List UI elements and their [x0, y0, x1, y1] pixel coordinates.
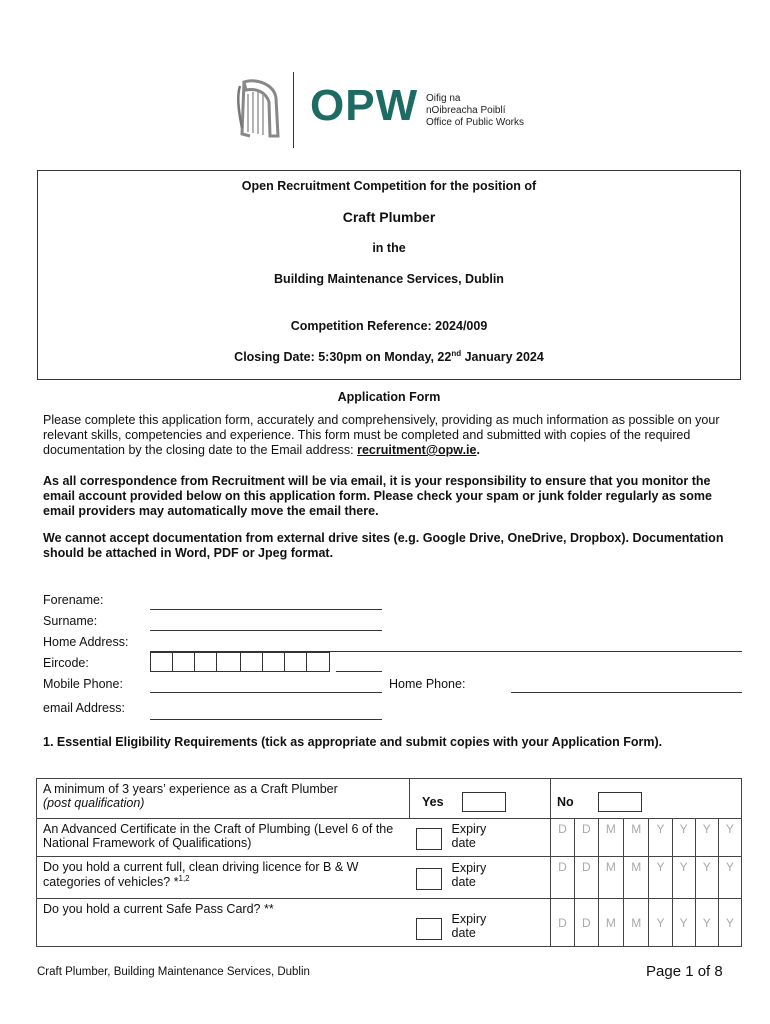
- mobile-phone-field[interactable]: [150, 692, 382, 693]
- opw-logo-subtitle: Oifig na nOibreacha Poiblí Office of Public Works: [426, 93, 524, 128]
- safe-pass-requirement: Do you hold a current Safe Pass Card? **: [37, 899, 410, 947]
- date-day-2[interactable]: D: [574, 899, 598, 947]
- yes-label: Yes: [422, 795, 444, 809]
- eircode-field[interactable]: [150, 652, 330, 672]
- table-row: [37, 857, 742, 899]
- date-year-1[interactable]: Y: [649, 899, 672, 947]
- date-year-2[interactable]: Y: [672, 857, 695, 899]
- date-day-1[interactable]: D: [551, 899, 575, 947]
- surname-field[interactable]: [150, 630, 382, 631]
- date-year-3[interactable]: Y: [695, 857, 718, 899]
- date-year-4[interactable]: Y: [718, 857, 741, 899]
- date-year-1[interactable]: Y: [649, 819, 672, 857]
- date-day-1[interactable]: D: [551, 857, 575, 899]
- certificate-checkbox[interactable]: [416, 828, 442, 850]
- home-address-label: Home Address:: [43, 635, 129, 649]
- table-row: [37, 819, 742, 857]
- expiry-date-label: Expiry date: [451, 861, 487, 889]
- driving-licence-checkbox[interactable]: [416, 868, 442, 890]
- date-day-1[interactable]: D: [551, 819, 575, 857]
- email-address-field[interactable]: [150, 719, 382, 720]
- documentation-notice: We cannot accept documentation from external drive sites (e.g. Google Drive, OneDrive, Dropbox). Documentation should be attached in Word, PDF or Jpeg format.: [43, 531, 724, 560]
- date-year-4[interactable]: Y: [718, 899, 741, 947]
- surname-label: Surname:: [43, 614, 98, 628]
- date-year-2[interactable]: Y: [672, 899, 695, 947]
- page-number: Page 1 of 8: [646, 963, 723, 980]
- mobile-phone-label: Mobile Phone:: [43, 677, 123, 691]
- forename-label: Forename:: [43, 593, 104, 607]
- footer-title: Craft Plumber, Building Maintenance Services, Dublin: [37, 966, 310, 978]
- driving-licence-requirement: Do you hold a current full, clean driving licence for B & W categories of vehicles? *$^{1,2}$: [37, 857, 410, 899]
- date-month-2[interactable]: M: [624, 819, 649, 857]
- eircode-label: Eircode:: [43, 656, 89, 670]
- in-the-text: in the: [372, 241, 406, 255]
- date-year-1[interactable]: Y: [649, 857, 672, 899]
- department-name: Building Maintenance Services, Dublin: [274, 272, 504, 286]
- safe-pass-checkbox[interactable]: [416, 918, 442, 940]
- form-title: Application Form: [337, 390, 441, 404]
- experience-requirement: A minimum of 3 years’ experience as a Craft Plumber (post qualification): [37, 779, 410, 819]
- date-day-2[interactable]: D: [574, 857, 598, 899]
- recruitment-email-link[interactable]: recruitment@opw.ie: [357, 443, 477, 457]
- eligibility-table: [36, 778, 742, 947]
- date-month-2[interactable]: M: [624, 899, 649, 947]
- table-row: [37, 899, 742, 947]
- section-1-title: 1. Essential Eligibility Requirements (tick as appropriate and submit copies with your Application Form).: [43, 735, 663, 749]
- date-month-1[interactable]: M: [598, 819, 623, 857]
- date-day-2[interactable]: D: [574, 819, 598, 857]
- date-month-1[interactable]: M: [598, 857, 623, 899]
- expiry-date-label: Expiry date: [451, 822, 487, 850]
- date-year-2[interactable]: Y: [672, 819, 695, 857]
- opw-logo: OPW: [310, 81, 419, 130]
- certificate-requirement: An Advanced Certificate in the Craft of Plumbing (Level 6 of the National Framework of Qualifications): [37, 819, 410, 857]
- no-checkbox[interactable]: [598, 792, 642, 812]
- email-address-label: email Address:: [43, 701, 125, 715]
- closing-date: Closing Date: 5:30pm on Monday, 22nd January 2024: [234, 349, 544, 365]
- date-month-1[interactable]: M: [598, 899, 623, 947]
- expiry-date-label: Expiry date: [451, 912, 487, 940]
- competition-reference: Competition Reference: 2024/009: [290, 319, 488, 333]
- forename-field[interactable]: [150, 609, 382, 610]
- competition-intro: Open Recruitment Competition for the position of: [241, 179, 537, 193]
- home-phone-field[interactable]: [511, 692, 742, 693]
- date-year-3[interactable]: Y: [695, 899, 718, 947]
- logo-divider: [293, 72, 294, 148]
- position-title: Craft Plumber: [342, 209, 436, 225]
- intro-paragraph: Please complete this application form, accurately and comprehensively, providing as much information as possible on your relevant skills, competencies and experience. This form must be completed and submitted with copies of the required documentation by the closing date to the Email address: recruitment@opw.ie.: [43, 413, 720, 457]
- yes-checkbox[interactable]: [462, 792, 506, 812]
- date-year-3[interactable]: Y: [695, 819, 718, 857]
- date-year-4[interactable]: Y: [718, 819, 741, 857]
- correspondence-notice: As all correspondence from Recruitment will be via email, it is your responsibility to ensure that you monitor the email account provided below on this application form. Please check your spam or junk folder regularly as some email providers may automatically move the email there.: [43, 474, 712, 518]
- date-month-2[interactable]: M: [624, 857, 649, 899]
- home-phone-label: Home Phone:: [389, 677, 466, 691]
- no-label: No: [557, 795, 574, 809]
- harp-logo-icon: [236, 78, 282, 140]
- table-row: [37, 779, 742, 819]
- eircode-underline: [336, 671, 382, 672]
